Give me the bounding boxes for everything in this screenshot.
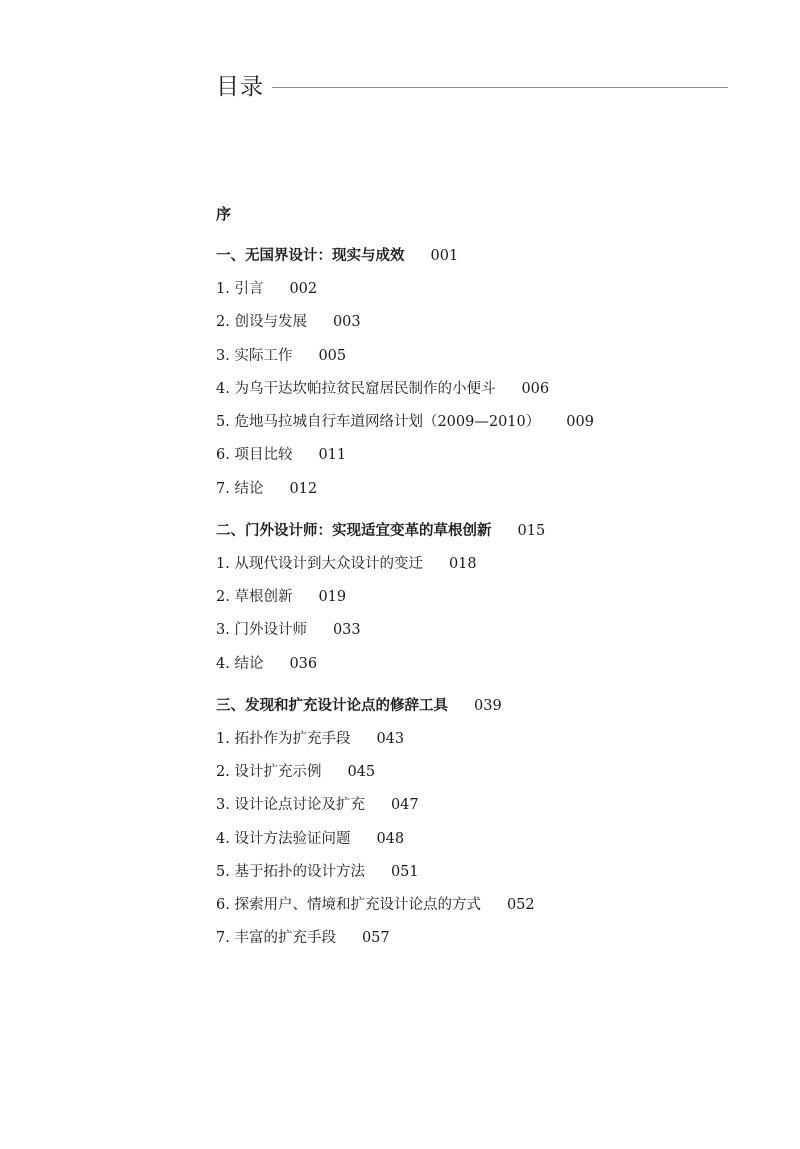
section-heading[interactable]	[216, 520, 736, 542]
page-title: 目录	[216, 74, 264, 100]
entry-page-number: 019	[318, 589, 347, 606]
toc-entry[interactable]	[216, 861, 736, 883]
entry-page-number: 009	[566, 414, 594, 431]
entry-page-number: 052	[506, 897, 535, 914]
section-page-number: 015	[517, 522, 546, 539]
entry-page-number: 011	[318, 447, 347, 464]
toc-entry[interactable]	[216, 311, 736, 333]
section-page-number: 039	[474, 697, 502, 714]
entry-page-number: 057	[361, 930, 390, 947]
toc-section-3	[216, 695, 736, 950]
entry-title: 6. 探索用户、情境和扩充设计论点的方式	[216, 897, 481, 914]
section-heading[interactable]	[216, 245, 736, 267]
entry-title: 2. 创设与发展	[216, 314, 307, 331]
entry-page-number: 047	[390, 797, 419, 814]
entry-page-number: 003	[332, 314, 361, 331]
toc-entry[interactable]	[216, 411, 736, 433]
toc-entry[interactable]	[216, 794, 736, 816]
section-heading[interactable]	[216, 695, 736, 717]
entry-page-number: 045	[347, 763, 376, 780]
entry-title: 2. 设计扩充示例	[216, 763, 322, 780]
toc-section-2	[216, 520, 736, 675]
title-divider	[272, 87, 728, 88]
entry-title: 7. 丰富的扩充手段	[216, 930, 336, 947]
toc-entry[interactable]	[216, 728, 736, 750]
entry-title: 6. 项目比较	[216, 447, 293, 464]
entry-title: 7. 结论	[216, 480, 264, 497]
toc-entry[interactable]	[216, 444, 736, 466]
entry-title: 1. 引言	[216, 281, 264, 297]
section-title: 三、发现和扩充设计论点的修辞工具	[216, 697, 448, 714]
entry-page-number: 043	[376, 730, 405, 747]
section-page-number: 001	[430, 248, 459, 264]
toc-entry[interactable]	[216, 828, 736, 850]
entry-title: 5. 基于拓扑的设计方法	[216, 863, 365, 880]
section-title: 二、门外设计师：实现适宜变革的草根创新	[216, 522, 492, 539]
entry-title: 4. 结论	[216, 655, 264, 672]
table-of-contents	[216, 203, 736, 949]
entry-page-number: 005	[318, 347, 347, 364]
toc-entry[interactable]	[216, 619, 736, 641]
entry-title: 4. 设计方法验证问题	[216, 830, 351, 847]
entry-page-number: 036	[289, 655, 318, 672]
entry-title: 4. 为乌干达坎帕拉贫民窟居民制作的小便斗	[216, 380, 496, 397]
entry-page-number: 033	[332, 622, 361, 639]
entry-title: 2. 草根创新	[216, 589, 293, 606]
page-header	[216, 70, 728, 104]
entry-title: 5. 危地马拉城自行车道网络计划（2009—2010）	[216, 414, 541, 431]
entry-page-number: 006	[521, 380, 550, 397]
entry-title: 1. 从现代设计到大众设计的变迁	[216, 555, 423, 572]
toc-entry[interactable]	[216, 761, 736, 783]
entry-page-number: 018	[448, 555, 477, 572]
toc-entry[interactable]	[216, 653, 736, 675]
entry-title: 3. 实际工作	[216, 347, 293, 364]
toc-entry[interactable]	[216, 378, 736, 400]
toc-entry[interactable]	[216, 927, 736, 949]
toc-entry[interactable]	[216, 278, 736, 300]
entry-title: 3. 门外设计师	[216, 622, 307, 639]
toc-entry[interactable]	[216, 586, 736, 608]
entry-title: 1. 拓扑作为扩充手段	[216, 730, 351, 747]
entry-page-number: 002	[289, 281, 318, 297]
toc-preface[interactable]: 序	[216, 205, 232, 223]
entry-page-number: 051	[390, 863, 419, 880]
toc-section-1	[216, 245, 736, 500]
toc-entry[interactable]	[216, 894, 736, 916]
toc-entry[interactable]	[216, 478, 736, 500]
entry-page-number: 012	[289, 480, 318, 497]
entry-page-number: 048	[376, 830, 405, 847]
toc-entry[interactable]	[216, 553, 736, 575]
section-title: 一、无国界设计：现实与成效	[216, 248, 405, 264]
entry-title: 3. 设计论点讨论及扩充	[216, 797, 365, 814]
toc-entry[interactable]	[216, 345, 736, 367]
